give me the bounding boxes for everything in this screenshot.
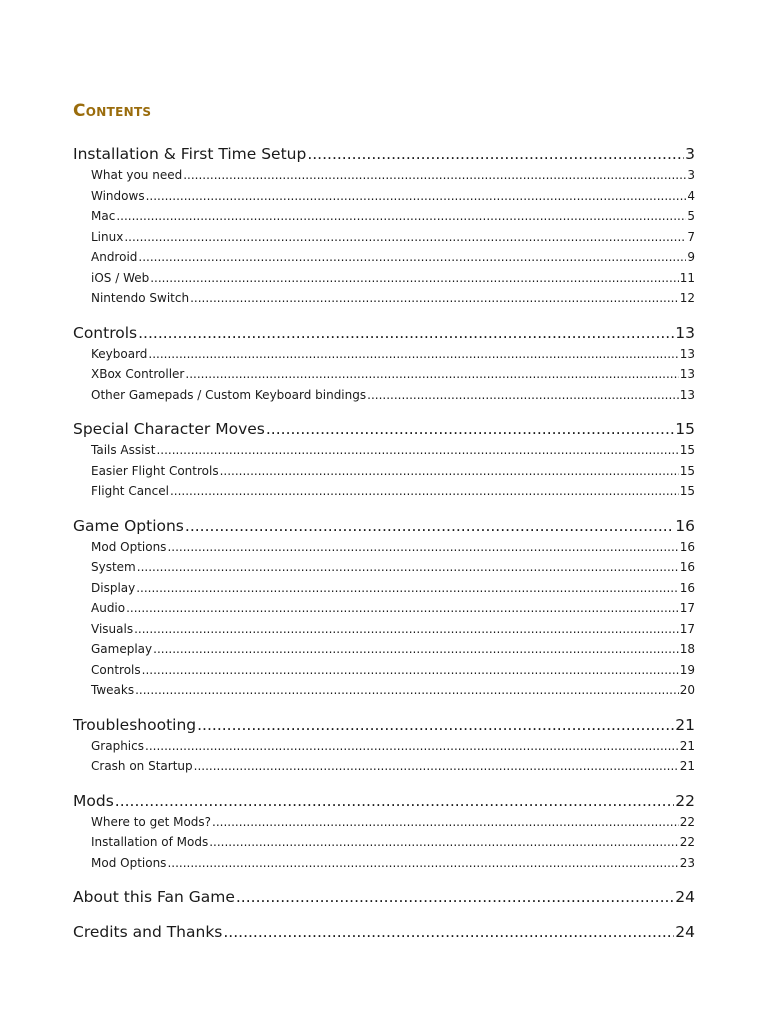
toc-entry-title: Tails Assist <box>91 443 156 457</box>
toc-subentry-where-to-get-mods[interactable] <box>73 812 695 833</box>
toc-subentry-crash-on-startup[interactable] <box>73 756 695 777</box>
toc-list <box>73 143 695 943</box>
toc-entry-title: Credits and Thanks <box>73 923 223 941</box>
toc-entry-title: iOS / Web <box>91 270 150 285</box>
dot-leader <box>135 680 679 701</box>
toc-entry-title: XBox Controller <box>91 367 185 381</box>
toc-subentry-controls[interactable] <box>73 660 695 681</box>
dot-leader <box>146 186 687 207</box>
toc-entry-about-this-fan-game[interactable] <box>73 886 695 908</box>
toc-page-number: 21 <box>679 759 695 773</box>
dot-leader <box>115 790 674 812</box>
dot-leader <box>185 515 674 537</box>
toc-page-number: 9 <box>687 250 695 264</box>
toc-entry-title: Android <box>91 250 138 264</box>
toc-page-number: 21 <box>679 738 695 753</box>
toc-subentry-tweaks[interactable] <box>73 680 695 701</box>
dot-leader <box>183 165 686 186</box>
toc-page-number: 15 <box>679 484 695 498</box>
toc-entry-title: Controls <box>73 323 138 342</box>
toc-entry-troubleshooting[interactable] <box>73 714 695 736</box>
toc-subentry-android[interactable] <box>73 247 695 268</box>
dot-leader <box>170 481 679 502</box>
toc-subentry-xbox-controller[interactable] <box>73 364 695 385</box>
toc-page-number: 13 <box>679 387 695 402</box>
toc-entry-controls[interactable] <box>73 322 695 344</box>
toc-page-number: 19 <box>679 662 695 677</box>
dot-leader <box>209 832 678 853</box>
toc-page-number: 15 <box>679 443 695 457</box>
dot-leader <box>220 461 679 482</box>
dot-leader <box>153 639 679 660</box>
toc-subentry-linux[interactable] <box>73 227 695 248</box>
toc-page-number: 5 <box>687 209 695 223</box>
toc-page-number: 4 <box>687 188 695 203</box>
toc-entry-title: Tweaks <box>91 683 135 697</box>
toc-section-mods <box>73 790 695 874</box>
toc-subentry-keyboard[interactable] <box>73 344 695 365</box>
toc-section-game-options <box>73 515 695 701</box>
dot-leader <box>136 578 678 599</box>
dot-leader <box>190 288 679 309</box>
toc-entry-mods[interactable] <box>73 790 695 812</box>
toc-entry-title: About this Fan Game <box>73 888 235 906</box>
toc-entry-title: Special Character Moves <box>73 420 265 438</box>
toc-entry-title: Mod Options <box>91 855 167 870</box>
dot-leader <box>156 440 678 461</box>
toc-page-number: 24 <box>675 888 695 906</box>
toc-subentry-mac[interactable] <box>73 206 695 227</box>
toc-entry-title: Mod Options <box>91 539 167 554</box>
toc-subentry-gameplay[interactable] <box>73 639 695 660</box>
toc-page-number: 15 <box>675 420 695 438</box>
toc-page-number: 24 <box>675 923 695 941</box>
toc-subentry-system[interactable] <box>73 557 695 578</box>
toc-entry-credits-and-thanks[interactable] <box>73 921 695 943</box>
toc-subentry-ios-web[interactable] <box>73 268 695 289</box>
toc-page-number: 17 <box>679 621 695 636</box>
toc-entry-title: Mac <box>91 209 116 223</box>
toc-subentry-flight-cancel[interactable] <box>73 481 695 502</box>
toc-page-number: 22 <box>679 835 695 849</box>
toc-entry-game-options[interactable] <box>73 515 695 537</box>
toc-entry-title: Display <box>91 580 136 595</box>
toc-page-number: 22 <box>675 791 695 810</box>
toc-entry-title: Crash on Startup <box>91 759 193 773</box>
toc-subentry-visuals[interactable] <box>73 619 695 640</box>
toc-subentry-mod-options[interactable] <box>73 537 695 558</box>
toc-subentry-windows[interactable] <box>73 186 695 207</box>
toc-subentry-easier-flight-controls[interactable] <box>73 461 695 482</box>
toc-entry-title: Mods <box>73 791 114 810</box>
toc-entry-title: Linux <box>91 229 124 244</box>
dot-leader <box>124 227 686 248</box>
toc-entry-title: Visuals <box>91 621 134 636</box>
toc-entry-title: Where to get Mods? <box>91 814 212 829</box>
dot-leader <box>142 660 679 681</box>
toc-entry-title: Easier Flight Controls <box>91 463 219 478</box>
toc-page-number: 7 <box>687 229 695 244</box>
dot-leader <box>138 247 686 268</box>
toc-page-number: 16 <box>679 560 695 574</box>
toc-page-number: 15 <box>679 463 695 478</box>
toc-subentry-other-gamepads-custom-keyboard-bindings[interactable] <box>73 385 695 406</box>
toc-entry-title: Controls <box>91 662 141 677</box>
toc-entry-title: Graphics <box>91 738 144 753</box>
dot-leader <box>307 143 684 165</box>
dot-leader <box>167 537 678 558</box>
toc-page-number: 22 <box>679 814 695 829</box>
dot-leader <box>266 418 674 440</box>
toc-subentry-what-you-need[interactable] <box>73 165 695 186</box>
toc-page-number: 13 <box>679 346 695 361</box>
toc-entry-title: Keyboard <box>91 346 148 361</box>
toc-page-number: 21 <box>675 715 695 734</box>
toc-page-number: 16 <box>679 580 695 595</box>
toc-section-troubleshooting <box>73 714 695 777</box>
toc-entry-title: Gameplay <box>91 642 153 656</box>
toc-entry-title: Flight Cancel <box>91 484 169 498</box>
toc-entry-title: Windows <box>91 188 145 203</box>
toc-subentry-display[interactable] <box>73 578 695 599</box>
toc-section-installation-first-time-setup <box>73 143 695 309</box>
toc-entry-title: Other Gamepads / Custom Keyboard bindings <box>91 387 367 402</box>
toc-section-credits-and-thanks <box>73 921 695 943</box>
toc-page-number: 17 <box>679 601 695 615</box>
toc-entry-title: Game Options <box>73 516 184 535</box>
toc-entry-title: Installation & First Time Setup <box>73 145 307 163</box>
toc-page-number: 11 <box>679 270 695 285</box>
toc-entry-title: Troubleshooting <box>73 715 197 734</box>
toc-page-number: 13 <box>679 367 695 381</box>
dot-leader <box>138 322 674 344</box>
toc-subentry-tails-assist[interactable] <box>73 440 695 461</box>
toc-entry-special-character-moves[interactable] <box>73 418 695 440</box>
dot-leader <box>126 598 679 619</box>
toc-page-number: 23 <box>679 855 695 870</box>
toc-entry-title: System <box>91 560 136 574</box>
toc-subentry-graphics[interactable] <box>73 736 695 757</box>
dot-leader <box>167 853 678 874</box>
dot-leader <box>197 714 674 736</box>
dot-leader <box>150 268 678 289</box>
toc-page-number: 12 <box>679 291 695 305</box>
toc-page-number: 16 <box>679 539 695 554</box>
toc-subentry-mod-options[interactable] <box>73 853 695 874</box>
dot-leader <box>236 886 674 908</box>
dot-leader <box>367 385 679 406</box>
dot-leader <box>137 557 679 578</box>
dot-leader <box>194 756 679 777</box>
toc-section-controls <box>73 322 695 406</box>
toc-subentry-installation-of-mods[interactable] <box>73 832 695 853</box>
table-of-contents <box>73 96 695 956</box>
toc-entry-installation-first-time-setup[interactable] <box>73 143 695 165</box>
dot-leader <box>134 619 679 640</box>
dot-leader <box>148 344 678 365</box>
toc-subentry-audio[interactable] <box>73 598 695 619</box>
dot-leader <box>223 921 674 943</box>
dot-leader <box>145 736 679 757</box>
toc-section-about-this-fan-game <box>73 886 695 908</box>
toc-page-number: 3 <box>687 168 695 182</box>
dot-leader <box>185 364 678 385</box>
dot-leader <box>116 206 686 227</box>
toc-section-special-character-moves <box>73 418 695 502</box>
dot-leader <box>212 812 679 833</box>
toc-subentry-nintendo-switch[interactable] <box>73 288 695 309</box>
toc-page-number: 20 <box>679 683 695 697</box>
toc-page-number: 13 <box>675 323 695 342</box>
toc-entry-title: Installation of Mods <box>91 835 209 849</box>
toc-page-number: 18 <box>679 642 695 656</box>
toc-page-number: 3 <box>685 145 695 163</box>
toc-entry-title: Nintendo Switch <box>91 291 190 305</box>
toc-entry-title: What you need <box>91 168 183 182</box>
contents-heading: Contents <box>73 101 152 121</box>
toc-entry-title: Audio <box>91 601 126 615</box>
toc-page-number: 16 <box>675 516 695 535</box>
